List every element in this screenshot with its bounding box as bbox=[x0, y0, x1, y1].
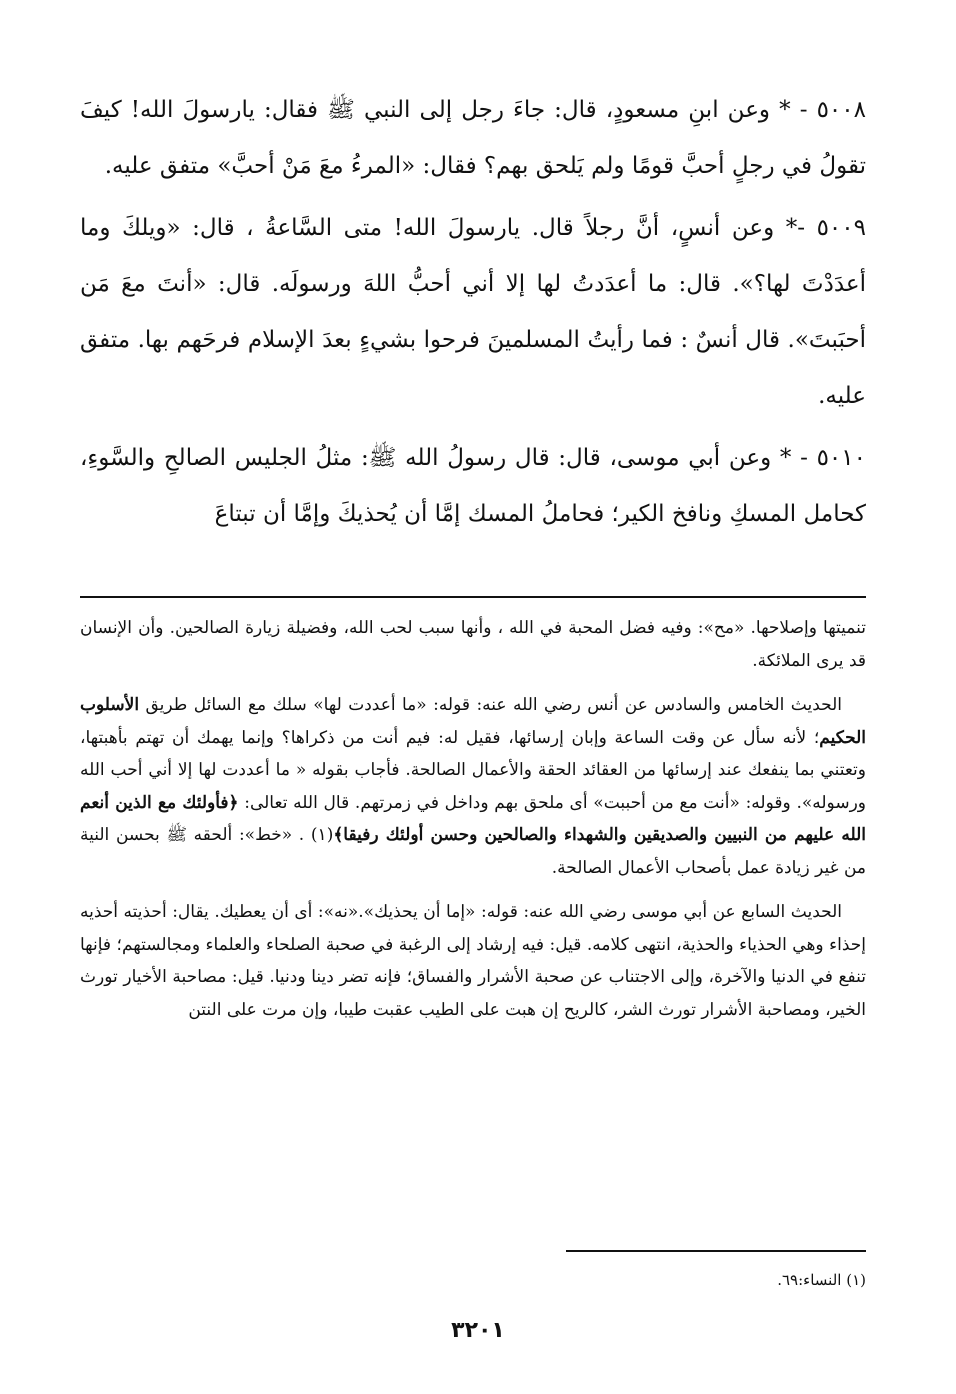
quran-verse: ﴿فأولئك مع الذين أنعم الله عليهم من النبيين والصديقين والشهداء والصالحين وحسن أولئك رفيقا﴾ bbox=[80, 792, 867, 845]
hadith-text-block bbox=[80, 82, 866, 548]
footnote-reference: (١) bbox=[310, 825, 334, 845]
footnote-separator bbox=[566, 1250, 866, 1252]
commentary-paragraph-3: الحديث السابع عن أبي موسى رضي الله عنه: قوله: «إما أن يحذيك».«نه»: أى أن يعطيك. يقال: أحذيته أحذيه إحذاء وهي الحذياء والحذية، انتهى كلامه. قيل: فيه إرشاد إلى الرغبة في صحبة الصلحاء والعلماء ومجالستهم؛ فإنها تنفع في الدنيا والآخرة، وإلى الاجتناب عن صحبة الأشرار والفساق؛ فإنه تضر دينا ودنيا. قيل: مصاحبة الأخيار تورث الخير، ومصاحبة الأشرار تورث الشر، كالريح إن هبت على الطيب عقبت طيبا، وإن مرت على النتن bbox=[80, 902, 866, 1020]
commentary-text: ؛ لأنه سأل عن وقت الساعة وإبان إرسائها، فقيل له: فيم أنت من ذكراها؟ وإنما يهمك أن تهتم بأهبتها، وتعتني بما ينفعك عند إرسائها من العقائد الحقة والأعمال الصالحة. فأجاب بقوله « ما أعددت لها إلا أني أحب الله ورسوله». وقوله: «أنت مع من أحببت» أى ملحق بهم وداخل في زمرتهم. قال الله تعالى: bbox=[80, 727, 866, 813]
hadith-5009: ٥٠٠٩ -* وعن أنسٍ، أنَّ رجلاً قال. يارسولَ الله! متى السَّاعةُ ، قال: «ويلكَ وما أعدَدْتَ لها؟». قال: ما أعدَدتُ لها إلا أني أحبُّ اللهَ ورسولَه. قال: «أنتَ معَ مَن أحبَبتَ». قال أنسٌ : فما رأيتُ المسلمينَ فرحوا بشيءٍ بعدَ الإسلام فرحَهم بها. متفق عليه. bbox=[80, 215, 866, 409]
commentary-block bbox=[80, 612, 866, 1038]
hadith-5008: ٥٠٠٨ - * وعن ابنِ مسعودٍ، قال: جاءَ رجل إلى النبي ﷺ فقال: يارسولَ الله! كيفَ تقولُ في رجلٍ أحبَّ قومًا ولم يَلحق بهم؟ فقال: «المرءُ معَ مَنْ أحبَّ» متفق عليه. bbox=[80, 97, 866, 179]
commentary-text: الحديث الخامس والسادس عن أنس رضي الله عنه: قوله: «ما أعددت لها» سلك مع السائل طريق bbox=[139, 695, 842, 715]
commentary-paragraph-2 bbox=[80, 689, 866, 884]
hadith-5010: ٥٠١٠ - * وعن أبي موسى، قال: قال رسولُ الله ﷺ: مثلُ الجليس الصالحِ والسَّوءِ، كحامل المسكِ ونافخ الكير؛ فحاملُ المسك إمَّا أن يُحذيكَ وإمَّا أن تبتاعَ bbox=[80, 445, 866, 527]
page-number: ٣٢٠١ bbox=[451, 1318, 505, 1343]
commentary-text: . «خط»: ألحقه ﷺ بحسن النية من غير زيادة عمل بأصحاب الأعمال الصالحة. bbox=[80, 825, 866, 878]
footnote: (١) النساء:٦٩. bbox=[777, 1271, 866, 1289]
commentary-bold-phrase: الأسلوب الحكيم bbox=[80, 695, 866, 748]
commentary-separator bbox=[80, 596, 866, 598]
commentary-paragraph-1: تنميتها وإصلاحها. «مح»: وفيه فضل المحبة في الله ، وأنها سبب لحب الله، وفضيلة زيارة الصالحين. وأن الإنسان قد يرى الملائكة. bbox=[80, 618, 866, 671]
